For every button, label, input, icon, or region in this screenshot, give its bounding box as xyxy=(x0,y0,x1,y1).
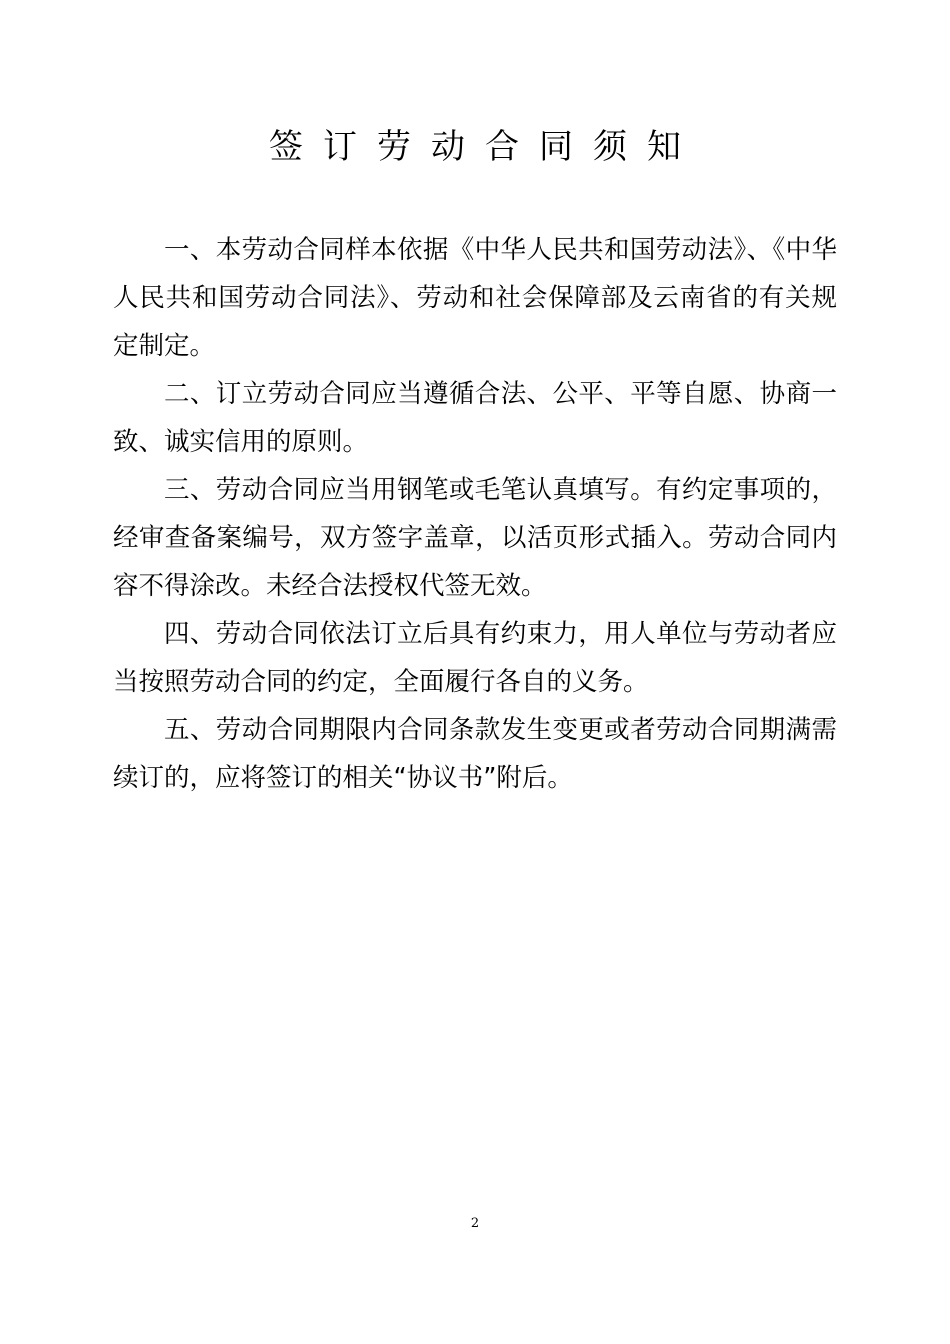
paragraph-1: 一、本劳动合同样本依据《中华人民共和国劳动法》、《中华人民共和国劳动合同法》、劳动和社会保障部及云南省的有关规定制定。 xyxy=(113,235,837,361)
paragraph-4: 四、劳动合同依法订立后具有约束力，用人单位与劳动者应当按照劳动合同的约定，全面履行各自的义务。 xyxy=(113,619,837,697)
paragraph-3: 三、劳动合同应当用钢笔或毛笔认真填写。有约定事项的，经审查备案编号，双方签字盖章，以活页形式插入。劳动合同内容不得涂改。未经合法授权代签无效。 xyxy=(113,475,837,601)
page-number: 2 xyxy=(470,1216,480,1231)
paragraph-5: 五、劳动合同期限内合同条款发生变更或者劳动合同期满需续订的，应将签订的相关“协议书”附后。 xyxy=(113,715,837,793)
paragraph-2: 二、订立劳动合同应当遵循合法、公平、平等自愿、协商一致、诚实信用的原则。 xyxy=(113,379,837,457)
document-title: 签订劳动合同须知 xyxy=(269,127,701,167)
document-body xyxy=(113,226,837,802)
